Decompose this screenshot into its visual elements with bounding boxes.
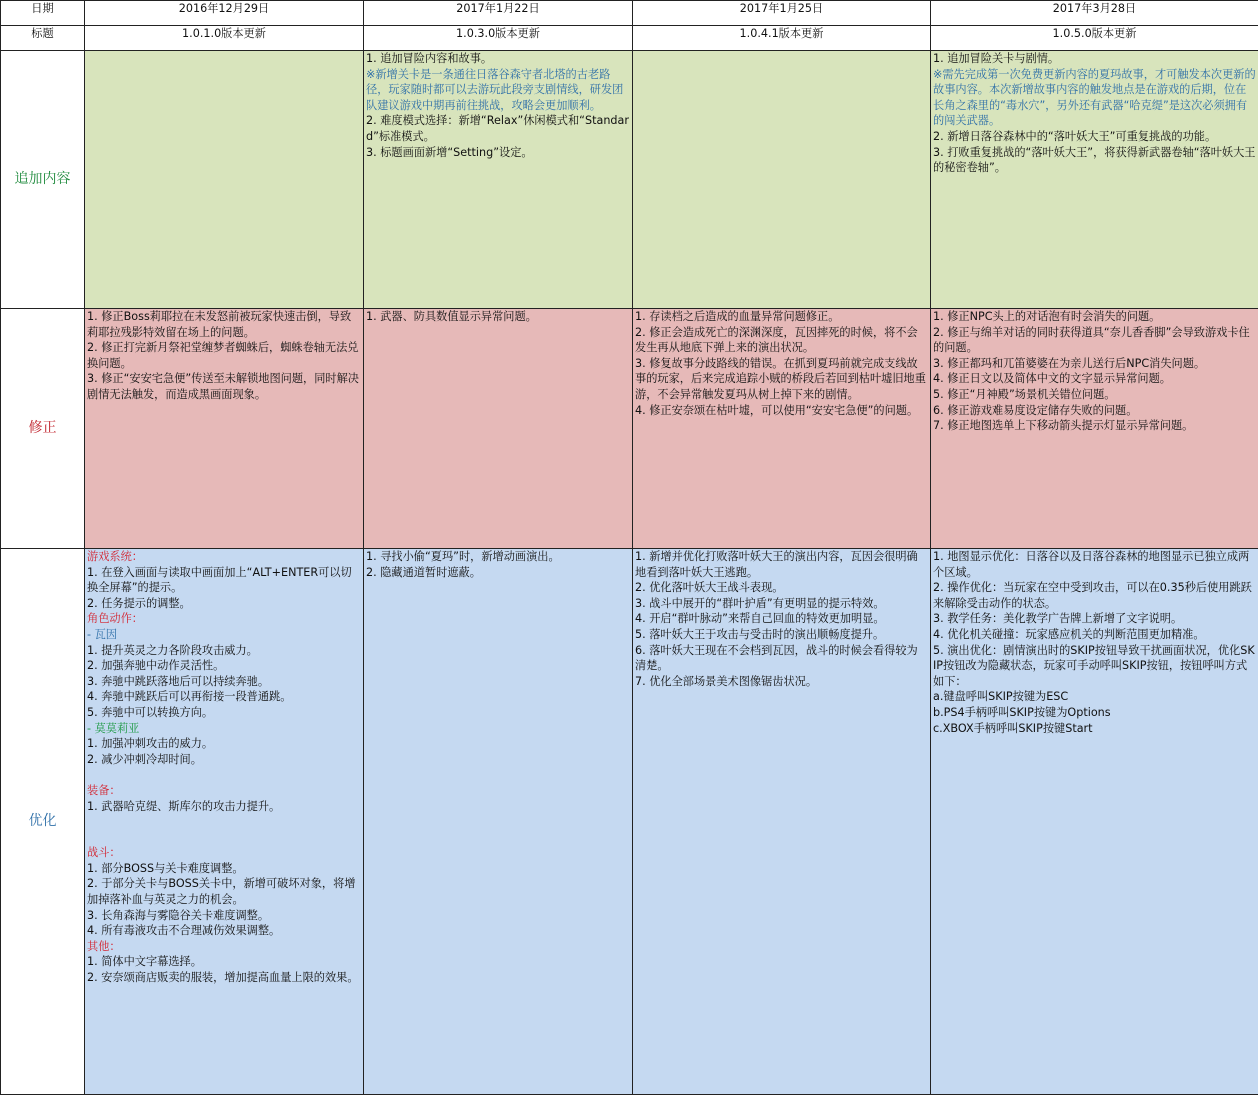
optimize-cell[interactable] bbox=[931, 549, 1258, 1095]
cell-line: b.PS4手柄呼叫SKIP按键为Options bbox=[933, 705, 1111, 719]
cell-line: 3. 打败重复挑战的“落叶妖大王”，将获得新武器卷轴“落叶妖大王的秘密卷轴”。 bbox=[933, 145, 1256, 175]
cell-line: 2. 新增日落谷森林中的“落叶妖大王”可重复挑战的功能。 bbox=[933, 129, 1217, 143]
added-content-label: 追加内容 bbox=[1, 51, 85, 309]
cell-line: 5. 演出优化：剧情演出时的SKIP按钮导致干扰画面状况，优化SKIP按钮改为隐藏状态，玩家可手动呼叫SKIP按钮，按钮呼叫方式如下： bbox=[933, 643, 1255, 688]
added-cell[interactable] bbox=[85, 51, 364, 309]
optimize-cell[interactable] bbox=[364, 549, 633, 1095]
cell-line: 7. 优化全部场景美术图像锯齿状况。 bbox=[635, 674, 818, 688]
cell-line: - 莫莫莉亚 bbox=[87, 721, 140, 735]
title-cell-4[interactable]: 1.0.5.0版本更新 bbox=[931, 26, 1258, 51]
cell-line: 3. 修正“安安宅急便”传送至未解锁地图问题，同时解决剧情无法触发，而造成黑画面现象。 bbox=[87, 372, 359, 401]
fixes-row bbox=[1, 309, 1258, 549]
cell-line: 4. 所有毒液攻击不合理减伤效果调整。 bbox=[87, 924, 281, 938]
cell-line: 2. 减少冲刺冷却时间。 bbox=[87, 752, 202, 766]
optimize-label: 优化 bbox=[1, 549, 85, 1095]
cell-line: 3. 长角森海与雾隐谷关卡难度调整。 bbox=[87, 908, 270, 922]
cell-line: 3. 修复故事分歧路线的错误。在抓到夏玛前就完成支线故事的玩家，后来完成追踪小贼的桥段后若回到枯叶墟旧地重游，不会异常触发夏玛从树上掉下来的剧情。 bbox=[635, 356, 926, 401]
cell-line: 4. 奔驰中跳跃后可以再衔接一段普通跳。 bbox=[87, 690, 292, 704]
fixes-cell[interactable] bbox=[364, 309, 633, 549]
cell-line: c.XBOX手柄呼叫SKIP按键Start bbox=[933, 721, 1093, 735]
date-cell-2[interactable]: 2017年1月22日 bbox=[364, 1, 633, 26]
cell-line: 1. 加强冲刺攻击的威力。 bbox=[87, 737, 214, 751]
title-cell-1[interactable]: 1.0.1.0版本更新 bbox=[85, 26, 364, 51]
cell-line: 游戏系统： bbox=[87, 550, 143, 563]
added-cell[interactable] bbox=[633, 51, 931, 309]
cell-line: 1. 武器、防具数值显示异常问题。 bbox=[366, 310, 537, 323]
cell-line: 1. 修正Boss莉耶拉在未发怒前被玩家快速击倒，导致莉耶拉残影特效留在场上的问题。 bbox=[87, 310, 352, 339]
cell-line: 其他： bbox=[87, 939, 121, 953]
cell-line bbox=[87, 830, 361, 846]
cell-line: 4. 优化机关碰撞：玩家感应机关的判断范围更加精准。 bbox=[933, 627, 1205, 641]
cell-line: 4. 修正日文以及简体中文的文字显示异常问题。 bbox=[933, 372, 1171, 386]
cell-line: 3. 教学任务：美化教学广告牌上新增了文字说明。 bbox=[933, 612, 1183, 626]
cell-line: 装备： bbox=[87, 783, 121, 797]
date-label: 日期 bbox=[1, 1, 85, 26]
cell-line: 1. 提升英灵之力各阶段攻击威力。 bbox=[87, 643, 258, 657]
cell-line: 2. 任务提示的调整。 bbox=[87, 596, 191, 610]
cell-line: 6. 落叶妖大王现在不会档到瓦因，战斗的时候会看得较为清楚。 bbox=[635, 643, 918, 673]
cell-line: 4. 修正安奈颂在枯叶墟，可以使用“安安宅急便”的问题。 bbox=[635, 403, 919, 417]
fixes-label: 修正 bbox=[1, 309, 85, 549]
title-label: 标题 bbox=[1, 26, 85, 51]
cell-line: 1. 地图显示优化：日落谷以及日落谷森林的地图显示已独立成两个区域。 bbox=[933, 550, 1250, 579]
cell-line: ※需先完成第一次免费更新内容的夏玛故事，才可触发本次更新的故事内容。本次新增故事内容的触发地点是在游戏的后期，位在长角之森里的“毒水穴”，另外还有武器“哈克缇”是这次必须拥有的闯关武器。 bbox=[933, 67, 1256, 128]
cell-line: 7. 修正地图选单上下移动箭头提示灯显示异常问题。 bbox=[933, 419, 1194, 433]
fixes-cell[interactable] bbox=[931, 309, 1258, 549]
cell-line: 战斗： bbox=[87, 846, 121, 860]
cell-line: 角色动作： bbox=[87, 612, 143, 626]
cell-line bbox=[87, 814, 361, 830]
cell-line: 2. 修正打完新月祭祀堂缠梦者蜘蛛后，蜘蛛卷轴无法兑换问题。 bbox=[87, 341, 359, 370]
date-row bbox=[1, 1, 1258, 26]
cell-line: 2. 修正会造成死亡的深渊深度，瓦因摔死的时候，将不会发生再从地底下弹上来的演出状况。 bbox=[635, 325, 918, 355]
cell-line: 1. 武器哈克缇、斯库尔的攻击力提升。 bbox=[87, 799, 281, 813]
cell-line: - 瓦因 bbox=[87, 627, 117, 641]
date-cell-1[interactable]: 2016年12月29日 bbox=[85, 1, 364, 26]
cell-line: 2. 优化落叶妖大王战斗表现。 bbox=[635, 581, 784, 595]
cell-line: 5. 落叶妖大王于攻击与受击时的演出顺畅度提升。 bbox=[635, 627, 885, 641]
cell-line: 1. 简体中文字幕选择。 bbox=[87, 955, 202, 969]
date-cell-4[interactable]: 2017年3月28日 bbox=[931, 1, 1258, 26]
cell-line: a.键盘呼叫SKIP按键为ESC bbox=[933, 690, 1069, 704]
cell-line bbox=[87, 767, 361, 783]
cell-line: 1. 部分BOSS与关卡难度调整。 bbox=[87, 861, 244, 875]
cell-line: 3. 奔驰中跳跃落地后可以持续奔驰。 bbox=[87, 674, 270, 688]
title-row bbox=[1, 26, 1258, 51]
cell-line: 1. 新增并优化打败落叶妖大王的演出内容，瓦因会很明确地看到落叶妖大王逃跑。 bbox=[635, 550, 918, 579]
cell-line: 2. 于部分关卡与BOSS关卡中，新增可破坏对象，将增加掉落补血与英灵之力的机会。 bbox=[87, 877, 356, 907]
cell-line: 4. 开启“群叶脉动”来帮自己回血的特效更加明显。 bbox=[635, 612, 885, 626]
added-cell[interactable] bbox=[364, 51, 633, 309]
cell-line: 2. 隐藏通道暂时遮蔽。 bbox=[366, 565, 481, 579]
fixes-cell[interactable] bbox=[633, 309, 931, 549]
cell-line: 3. 修正都玛和兀笛婆婆在为亲儿送行后NPC消失问题。 bbox=[933, 356, 1206, 370]
fixes-cell[interactable] bbox=[85, 309, 364, 549]
cell-line: 2. 加强奔驰中动作灵活性。 bbox=[87, 659, 225, 673]
cell-line: 1. 寻找小偷“夏玛”时，新增动画演出。 bbox=[366, 550, 560, 563]
cell-line: 2. 安奈颂商店贩卖的服装，增加提高血量上限的效果。 bbox=[87, 971, 359, 985]
cell-line: 1. 修正NPC头上的对话泡有时会消失的问题。 bbox=[933, 310, 1161, 323]
cell-line: 1. 存读档之后造成的血量异常问题修正。 bbox=[635, 310, 840, 323]
cell-line: 1. 在登入画面与读取中画面加上“ALT+ENTER可以切换全屏幕”的提示。 bbox=[87, 565, 352, 595]
cell-line: 5. 修正“月神殿”场景机关错位问题。 bbox=[933, 387, 1116, 401]
cell-line: 2. 修正与绵羊对话的同时获得道具“奈儿香香脚”会导致游戏卡住的问题。 bbox=[933, 325, 1250, 355]
title-cell-2[interactable]: 1.0.3.0版本更新 bbox=[364, 26, 633, 51]
cell-line: 3. 标题画面新增“Setting”设定。 bbox=[366, 145, 533, 159]
cell-line: 1. 追加冒险关卡与剧情。 bbox=[933, 52, 1060, 65]
optimize-cell[interactable] bbox=[85, 549, 364, 1095]
cell-line: ※新增关卡是一条通往日落谷森守者北塔的古老路径，玩家随时都可以去游玩此段旁支剧情线，研发团队建议游戏中期再前往挑战，攻略会更加顺利。 bbox=[366, 67, 624, 112]
date-cell-3[interactable]: 2017年1月25日 bbox=[633, 1, 931, 26]
cell-line: 6. 修正游戏难易度设定储存失败的问题。 bbox=[933, 403, 1138, 417]
optimize-row bbox=[1, 549, 1258, 1095]
optimize-cell[interactable] bbox=[633, 549, 931, 1095]
cell-line: 5. 奔驰中可以转换方向。 bbox=[87, 705, 214, 719]
title-cell-3[interactable]: 1.0.4.1版本更新 bbox=[633, 26, 931, 51]
cell-line: 2. 难度模式选择：新增“Relax”休闲模式和“Standard”标准模式。 bbox=[366, 114, 629, 143]
added-content-row bbox=[1, 51, 1258, 309]
cell-line: 2. 操作优化：当玩家在空中受到攻击，可以在0.35秒后使用跳跃来解除受击动作的状态。 bbox=[933, 581, 1252, 610]
added-cell[interactable] bbox=[931, 51, 1258, 309]
cell-line: 1. 追加冒险内容和故事。 bbox=[366, 52, 493, 65]
cell-line: 3. 战斗中展开的“群叶护盾”有更明显的提示特效。 bbox=[635, 596, 885, 610]
